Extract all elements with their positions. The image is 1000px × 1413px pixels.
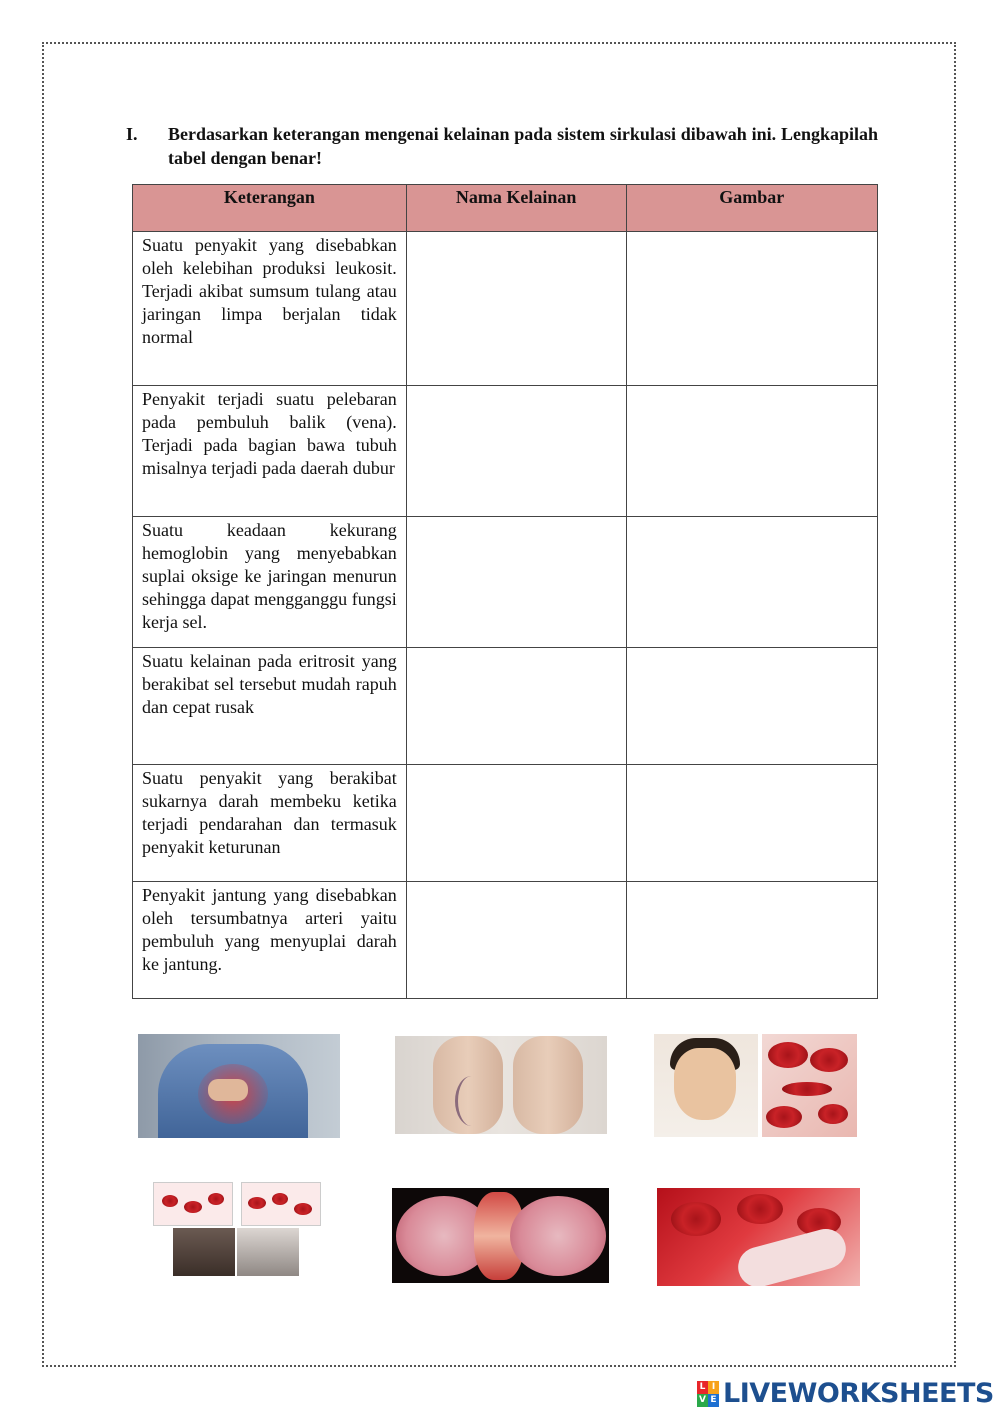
table-row (133, 232, 878, 386)
red-blood-cell (766, 1106, 802, 1128)
logo-badge-icon (697, 1381, 719, 1407)
answer-name-cell[interactable] (406, 232, 626, 386)
table-row (133, 517, 878, 648)
answer-image-cell[interactable] (626, 386, 878, 517)
badge-letter: V (697, 1394, 708, 1407)
varicose-legs-image[interactable] (395, 1036, 607, 1134)
table-row (133, 648, 878, 765)
answer-image-cell[interactable] (626, 648, 878, 765)
red-blood-cell (810, 1048, 848, 1072)
cell-diagram-panel (153, 1182, 233, 1226)
badge-letter: I (708, 1381, 719, 1394)
red-blood-cell (208, 1193, 224, 1205)
question-heading (126, 122, 878, 170)
header-gambar: Gambar (626, 185, 878, 232)
row-description: Suatu kelainan pada eritrosit yang berakibat sel tersebut mudah rapuh dan cepat rusak (133, 648, 407, 765)
red-blood-cell (294, 1203, 312, 1215)
finger-shape (734, 1224, 851, 1286)
red-blood-cell (248, 1197, 266, 1209)
hand-shape (208, 1079, 248, 1101)
row-description: Suatu penyakit yang berakibat sukarnya darah membeku ketika terjadi pendarahan dan termasuk penyakit keturunan (133, 765, 407, 882)
bleeding-finger-image[interactable] (657, 1188, 860, 1286)
leukemia-collage-image[interactable] (153, 1182, 321, 1278)
red-blood-cell (272, 1193, 288, 1205)
answer-name-cell[interactable] (406, 765, 626, 882)
table-row (133, 386, 878, 517)
question-text: Berdasarkan keterangan mengenai kelainan pada sistem sirkulasi dibawah ini. Lengkapilah tabel dengan benar! (168, 124, 878, 168)
anemic-child-image[interactable] (654, 1034, 857, 1137)
table-row (133, 765, 878, 882)
row-description: Penyakit terjadi suatu pelebaran pada pembuluh balik (vena). Terjadi pada bagian bawa tubuh misalnya terjadi pada daerah dubur (133, 386, 407, 517)
question-number: I. (126, 124, 138, 144)
table-row (133, 882, 878, 999)
header-keterangan: Keterangan (133, 185, 407, 232)
red-blood-cell (768, 1042, 808, 1068)
answer-name-cell[interactable] (406, 648, 626, 765)
chest-pain-image[interactable] (138, 1034, 340, 1138)
badge-letter: E (708, 1394, 719, 1407)
red-blood-cell (162, 1195, 178, 1207)
vein-shape (455, 1076, 488, 1126)
sickle-cells-photo (762, 1034, 857, 1137)
liveworksheets-logo[interactable] (697, 1378, 994, 1409)
red-blood-cell (818, 1104, 848, 1124)
child-face (674, 1048, 736, 1120)
answer-image-cell[interactable] (626, 232, 878, 386)
blood-smear-circle (510, 1196, 606, 1276)
blood-cells-vessel-image[interactable] (392, 1188, 609, 1283)
sickle-cell (782, 1082, 832, 1096)
answer-name-cell[interactable] (406, 882, 626, 999)
header-nama-kelainan: Nama Kelainan (406, 185, 626, 232)
answer-image-cell[interactable] (626, 765, 878, 882)
leg-shape (513, 1036, 583, 1134)
row-description: Suatu keadaan kekurang hemoglobin yang menyebabkan suplai oksige ke jaringan menurun sehingga dapat mengganggu fungsi kerja sel. (133, 517, 407, 648)
child-photo (654, 1034, 758, 1137)
row-description: Suatu penyakit yang disebabkan oleh kelebihan produksi leukosit. Terjadi akibat sumsum tulang atau jaringan limpa berjalan tidak normal (133, 232, 407, 386)
patient-photo (173, 1228, 235, 1276)
badge-letter: L (697, 1381, 708, 1394)
row-description: Penyakit jantung yang disebabkan oleh tersumbatnya arteri yaitu pembuluh yang menyuplai darah ke jantung. (133, 882, 407, 999)
answer-name-cell[interactable] (406, 386, 626, 517)
answer-name-cell[interactable] (406, 517, 626, 648)
cell-diagram-panel (241, 1182, 321, 1226)
patient-photo (237, 1228, 299, 1276)
answer-table (132, 184, 878, 999)
red-blood-cell (184, 1201, 202, 1213)
table-header-row (133, 185, 878, 232)
answer-image-cell[interactable] (626, 517, 878, 648)
red-blood-cell (671, 1202, 721, 1236)
brand-name: LIVEWORKSHEETS (723, 1378, 994, 1409)
answer-image-cell[interactable] (626, 882, 878, 999)
red-blood-cell (737, 1194, 783, 1224)
